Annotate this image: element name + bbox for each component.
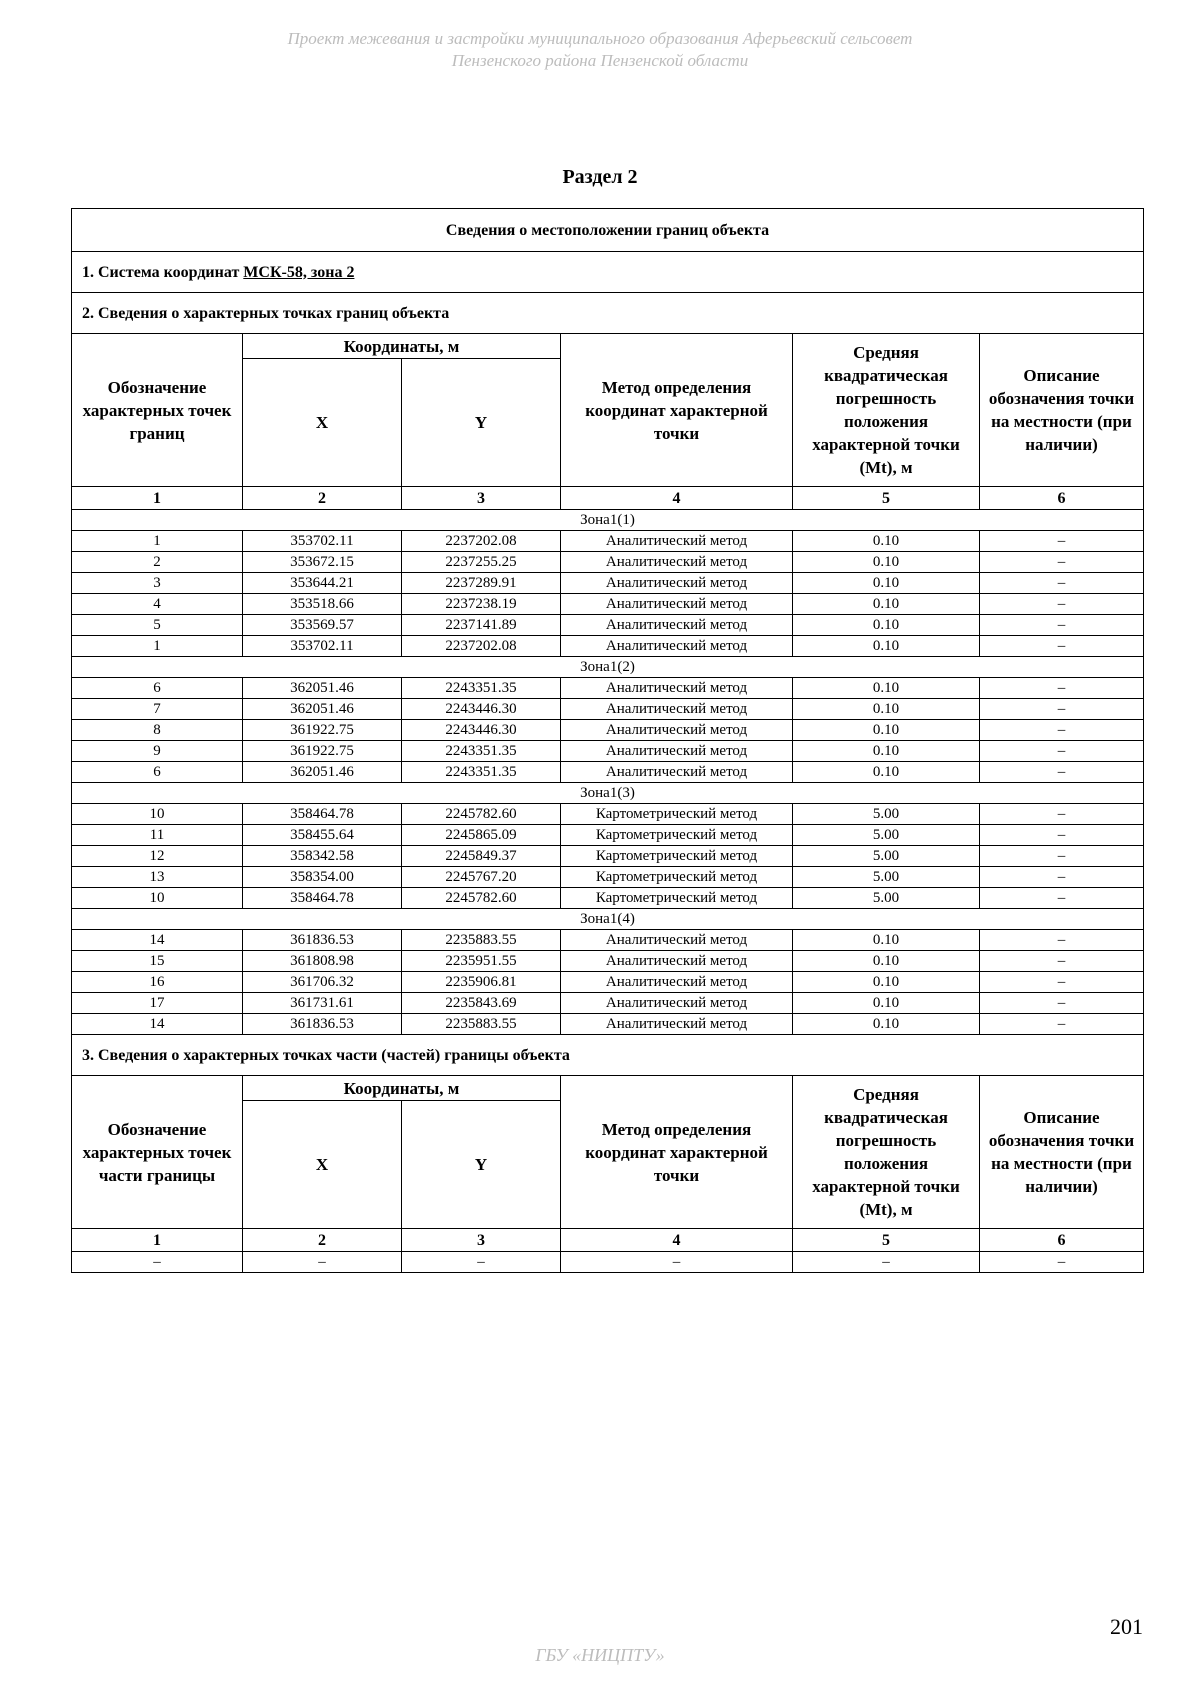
parts-header-method: Метод определения координат характерной точки bbox=[561, 1076, 793, 1229]
table-caption-row bbox=[72, 209, 1144, 252]
table-cell: Картометрический метод bbox=[561, 867, 793, 888]
table-row bbox=[72, 594, 1144, 615]
table-cell: 15 bbox=[72, 951, 243, 972]
table-cell: – bbox=[980, 531, 1144, 552]
table-cell: Аналитический метод bbox=[561, 951, 793, 972]
table-cell: Аналитический метод bbox=[561, 1014, 793, 1035]
column-number: 6 bbox=[980, 487, 1144, 510]
table-cell: Аналитический метод bbox=[561, 531, 793, 552]
header-error-text: Средняя квадратическая погрешность положения характерной точки (Mt), м bbox=[812, 343, 960, 477]
zone-label: Зона1(1) bbox=[72, 510, 1144, 531]
parts-header-designation: Обозначение характерных точек части границы bbox=[72, 1076, 243, 1229]
table-cell: 358455.64 bbox=[243, 825, 402, 846]
column-number: 2 bbox=[243, 487, 402, 510]
table-row bbox=[72, 1014, 1144, 1035]
table-cell: – bbox=[980, 972, 1144, 993]
table-row bbox=[72, 972, 1144, 993]
table-cell: 0.10 bbox=[793, 678, 980, 699]
table-cell: 2245865.09 bbox=[402, 825, 561, 846]
table-cell: 17 bbox=[72, 993, 243, 1014]
column-numbers-row bbox=[72, 487, 1144, 510]
table-cell: – bbox=[980, 678, 1144, 699]
table-cell: 0.10 bbox=[793, 573, 980, 594]
column-number: 4 bbox=[561, 487, 793, 510]
table-cell: Аналитический метод bbox=[561, 678, 793, 699]
table-cell: 1 bbox=[72, 531, 243, 552]
table-cell: – bbox=[980, 741, 1144, 762]
table-cell: – bbox=[980, 804, 1144, 825]
header-description: Описание обозначения точки на местности (при наличии) bbox=[980, 334, 1144, 487]
table-row bbox=[72, 720, 1144, 741]
parts-header-coords: Координаты, м bbox=[243, 1076, 561, 1101]
zone-row bbox=[72, 909, 1144, 930]
column-number: 4 bbox=[561, 1229, 793, 1252]
table-cell: – bbox=[980, 636, 1144, 657]
table-cell: 361731.61 bbox=[243, 993, 402, 1014]
zone-row bbox=[72, 657, 1144, 678]
coord-system-prefix: 1. Система координат bbox=[82, 263, 244, 281]
table-cell: – bbox=[402, 1252, 561, 1273]
parts-heading-row bbox=[72, 1035, 1144, 1076]
table-cell: – bbox=[980, 993, 1144, 1014]
table-cell: 0.10 bbox=[793, 993, 980, 1014]
table-cell: 0.10 bbox=[793, 531, 980, 552]
table-row bbox=[72, 930, 1144, 951]
table-cell: Аналитический метод bbox=[561, 993, 793, 1014]
table-cell: 16 bbox=[72, 972, 243, 993]
table-cell: Картометрический метод bbox=[561, 888, 793, 909]
table-cell: Картометрический метод bbox=[561, 846, 793, 867]
table-row bbox=[72, 825, 1144, 846]
footer-note: ГБУ «НИЦПТУ» bbox=[535, 1645, 665, 1665]
table-row bbox=[72, 951, 1144, 972]
table-cell: – bbox=[980, 846, 1144, 867]
table-cell: 6 bbox=[72, 762, 243, 783]
table-cell: – bbox=[980, 699, 1144, 720]
zone-label: Зона1(3) bbox=[72, 783, 1144, 804]
table-cell: 6 bbox=[72, 678, 243, 699]
parts-header-x: X bbox=[243, 1101, 402, 1229]
table-row bbox=[72, 993, 1144, 1014]
table-cell: 2243446.30 bbox=[402, 720, 561, 741]
table-cell: 5 bbox=[72, 615, 243, 636]
header-error bbox=[793, 334, 980, 487]
table-cell: Картометрический метод bbox=[561, 825, 793, 846]
table-cell: – bbox=[980, 825, 1144, 846]
table-cell: 361808.98 bbox=[243, 951, 402, 972]
parts-table-row bbox=[72, 1252, 1144, 1273]
table-cell: 0.10 bbox=[793, 552, 980, 573]
table-cell: 0.10 bbox=[793, 930, 980, 951]
table-cell: 11 bbox=[72, 825, 243, 846]
table-cell: – bbox=[980, 552, 1144, 573]
table-cell: – bbox=[793, 1252, 980, 1273]
table-cell: 0.10 bbox=[793, 762, 980, 783]
document-header-note bbox=[150, 28, 1050, 72]
table-cell: 2 bbox=[72, 552, 243, 573]
table-cell: 5.00 bbox=[793, 846, 980, 867]
parts-column-numbers-row bbox=[72, 1229, 1144, 1252]
table-cell: 0.10 bbox=[793, 741, 980, 762]
table-cell: 361836.53 bbox=[243, 930, 402, 951]
table-cell: 10 bbox=[72, 804, 243, 825]
table-cell: 358354.00 bbox=[243, 867, 402, 888]
table-cell: 0.10 bbox=[793, 720, 980, 741]
table-cell: – bbox=[980, 930, 1144, 951]
header-line-1: Проект межевания и застройки муниципального образования Аферьевский сельсовет bbox=[287, 29, 913, 48]
table-cell: Аналитический метод bbox=[561, 972, 793, 993]
table-cell: 2237289.91 bbox=[402, 573, 561, 594]
table-row bbox=[72, 762, 1144, 783]
table-cell: 361706.32 bbox=[243, 972, 402, 993]
table-cell: Аналитический метод bbox=[561, 615, 793, 636]
table-row bbox=[72, 678, 1144, 699]
table-cell: Аналитический метод bbox=[561, 720, 793, 741]
table-row bbox=[72, 615, 1144, 636]
table-cell: 2237141.89 bbox=[402, 615, 561, 636]
table-cell: 358342.58 bbox=[243, 846, 402, 867]
table-cell: – bbox=[980, 615, 1144, 636]
table-cell: 2237202.08 bbox=[402, 636, 561, 657]
table-cell: 0.10 bbox=[793, 1014, 980, 1035]
table-cell: Аналитический метод bbox=[561, 930, 793, 951]
header-x: X bbox=[243, 359, 402, 487]
table-cell: 2235843.69 bbox=[402, 993, 561, 1014]
table-cell: 0.10 bbox=[793, 972, 980, 993]
table-row bbox=[72, 531, 1144, 552]
table-cell: 353569.57 bbox=[243, 615, 402, 636]
boundary-table bbox=[71, 208, 1144, 1273]
table-cell: – bbox=[980, 573, 1144, 594]
parts-header-description: Описание обозначения точки на местности (при наличии) bbox=[980, 1076, 1144, 1229]
column-number: 2 bbox=[243, 1229, 402, 1252]
parts-heading: 3. Сведения о характерных точках части (частей) границы объекта bbox=[72, 1035, 1144, 1076]
table-cell: 353644.21 bbox=[243, 573, 402, 594]
table-row bbox=[72, 573, 1144, 594]
column-number: 1 bbox=[72, 1229, 243, 1252]
column-number: 5 bbox=[793, 1229, 980, 1252]
table-cell: 14 bbox=[72, 930, 243, 951]
column-number: 6 bbox=[980, 1229, 1144, 1252]
zones-body bbox=[72, 510, 1144, 1035]
table-cell: 361922.75 bbox=[243, 741, 402, 762]
points-heading-row bbox=[72, 293, 1144, 334]
table-cell: 2237202.08 bbox=[402, 531, 561, 552]
table-cell: 0.10 bbox=[793, 636, 980, 657]
table-cell: Аналитический метод bbox=[561, 741, 793, 762]
table-row bbox=[72, 804, 1144, 825]
table-cell: 2235951.55 bbox=[402, 951, 561, 972]
table-cell: 4 bbox=[72, 594, 243, 615]
table-cell: 3 bbox=[72, 573, 243, 594]
table-cell: – bbox=[243, 1252, 402, 1273]
table-cell: 0.10 bbox=[793, 699, 980, 720]
table-cell: Аналитический метод bbox=[561, 594, 793, 615]
table-cell: 2237255.25 bbox=[402, 552, 561, 573]
table-cell: 2235883.55 bbox=[402, 1014, 561, 1035]
table-cell: 13 bbox=[72, 867, 243, 888]
header-method: Метод определения координат характерной точки bbox=[561, 334, 793, 487]
zone-row bbox=[72, 783, 1144, 804]
table-cell: 362051.46 bbox=[243, 762, 402, 783]
table-cell: – bbox=[980, 1014, 1144, 1035]
table-cell: Аналитический метод bbox=[561, 636, 793, 657]
table-cell: 2245782.60 bbox=[402, 804, 561, 825]
table-cell: 5.00 bbox=[793, 888, 980, 909]
table-cell: 2235906.81 bbox=[402, 972, 561, 993]
table-cell: 12 bbox=[72, 846, 243, 867]
table-row bbox=[72, 888, 1144, 909]
column-number: 1 bbox=[72, 487, 243, 510]
coord-system-row bbox=[72, 252, 1144, 293]
table-cell: 361836.53 bbox=[243, 1014, 402, 1035]
header-line-2: Пензенского района Пензенской области bbox=[451, 51, 749, 70]
parts-header-y: Y bbox=[402, 1101, 561, 1229]
table-cell: 14 bbox=[72, 1014, 243, 1035]
table-cell: 2243446.30 bbox=[402, 699, 561, 720]
table-cell: Аналитический метод bbox=[561, 552, 793, 573]
zone-label: Зона1(2) bbox=[72, 657, 1144, 678]
table-cell: 0.10 bbox=[793, 594, 980, 615]
parts-body bbox=[72, 1252, 1144, 1273]
header-designation: Обозначение характерных точек границ bbox=[72, 334, 243, 487]
table-cell: 2245767.20 bbox=[402, 867, 561, 888]
table-cell: 1 bbox=[72, 636, 243, 657]
table-cell: – bbox=[980, 951, 1144, 972]
table-cell: Аналитический метод bbox=[561, 573, 793, 594]
table-cell: 9 bbox=[72, 741, 243, 762]
table-cell: 362051.46 bbox=[243, 678, 402, 699]
table-cell: 7 bbox=[72, 699, 243, 720]
column-number: 3 bbox=[402, 487, 561, 510]
table-cell: 2243351.35 bbox=[402, 762, 561, 783]
table-cell: 358464.78 bbox=[243, 888, 402, 909]
table-cell: Картометрический метод bbox=[561, 804, 793, 825]
header-y: Y bbox=[402, 359, 561, 487]
table-cell: 361922.75 bbox=[243, 720, 402, 741]
table-cell: 10 bbox=[72, 888, 243, 909]
table-cell: 5.00 bbox=[793, 867, 980, 888]
table-cell: 5.00 bbox=[793, 804, 980, 825]
table-cell: – bbox=[561, 1252, 793, 1273]
table-cell: 2245849.37 bbox=[402, 846, 561, 867]
table-cell: 8 bbox=[72, 720, 243, 741]
section-title: Раздел 2 bbox=[562, 166, 638, 188]
table-cell: 2243351.35 bbox=[402, 741, 561, 762]
table-cell: 358464.78 bbox=[243, 804, 402, 825]
points-heading: 2. Сведения о характерных точках границ объекта bbox=[72, 293, 1144, 334]
table-cell: 0.10 bbox=[793, 615, 980, 636]
table-row bbox=[72, 846, 1144, 867]
table-cell: 353702.11 bbox=[243, 636, 402, 657]
table-cell: 362051.46 bbox=[243, 699, 402, 720]
table-cell: 353672.15 bbox=[243, 552, 402, 573]
header-coords: Координаты, м bbox=[243, 334, 561, 359]
parts-header-error: Средняя квадратическая погрешность положения характерной точки (Mt), м bbox=[793, 1076, 980, 1229]
column-number: 3 bbox=[402, 1229, 561, 1252]
table-cell: Аналитический метод bbox=[561, 762, 793, 783]
table-row bbox=[72, 867, 1144, 888]
table-cell: 2235883.55 bbox=[402, 930, 561, 951]
coord-system-value: МСК-58, зона 2 bbox=[243, 263, 355, 281]
table-cell: – bbox=[980, 762, 1144, 783]
table-row bbox=[72, 636, 1144, 657]
table-cell: – bbox=[980, 594, 1144, 615]
table-cell: – bbox=[980, 867, 1144, 888]
points-header-row-1 bbox=[72, 334, 1144, 359]
table-cell: Аналитический метод bbox=[561, 699, 793, 720]
parts-header-row-1 bbox=[72, 1076, 1144, 1101]
table-cell: – bbox=[980, 720, 1144, 741]
table-cell: – bbox=[980, 1252, 1144, 1273]
coord-system-cell bbox=[72, 252, 1144, 293]
zone-label: Зона1(4) bbox=[72, 909, 1144, 930]
table-cell: 353702.11 bbox=[243, 531, 402, 552]
table-row bbox=[72, 741, 1144, 762]
column-number: 5 bbox=[793, 487, 980, 510]
table-cell: 2237238.19 bbox=[402, 594, 561, 615]
table-row bbox=[72, 699, 1144, 720]
table-row bbox=[72, 552, 1144, 573]
table-cell: – bbox=[72, 1252, 243, 1273]
zone-row bbox=[72, 510, 1144, 531]
table-cell: – bbox=[980, 888, 1144, 909]
table-caption: Сведения о местоположении границ объекта bbox=[72, 209, 1144, 252]
table-cell: 2243351.35 bbox=[402, 678, 561, 699]
page-number: 201 bbox=[1110, 1614, 1143, 1639]
table-cell: 5.00 bbox=[793, 825, 980, 846]
table-cell: 2245782.60 bbox=[402, 888, 561, 909]
table-cell: 353518.66 bbox=[243, 594, 402, 615]
table-cell: 0.10 bbox=[793, 951, 980, 972]
